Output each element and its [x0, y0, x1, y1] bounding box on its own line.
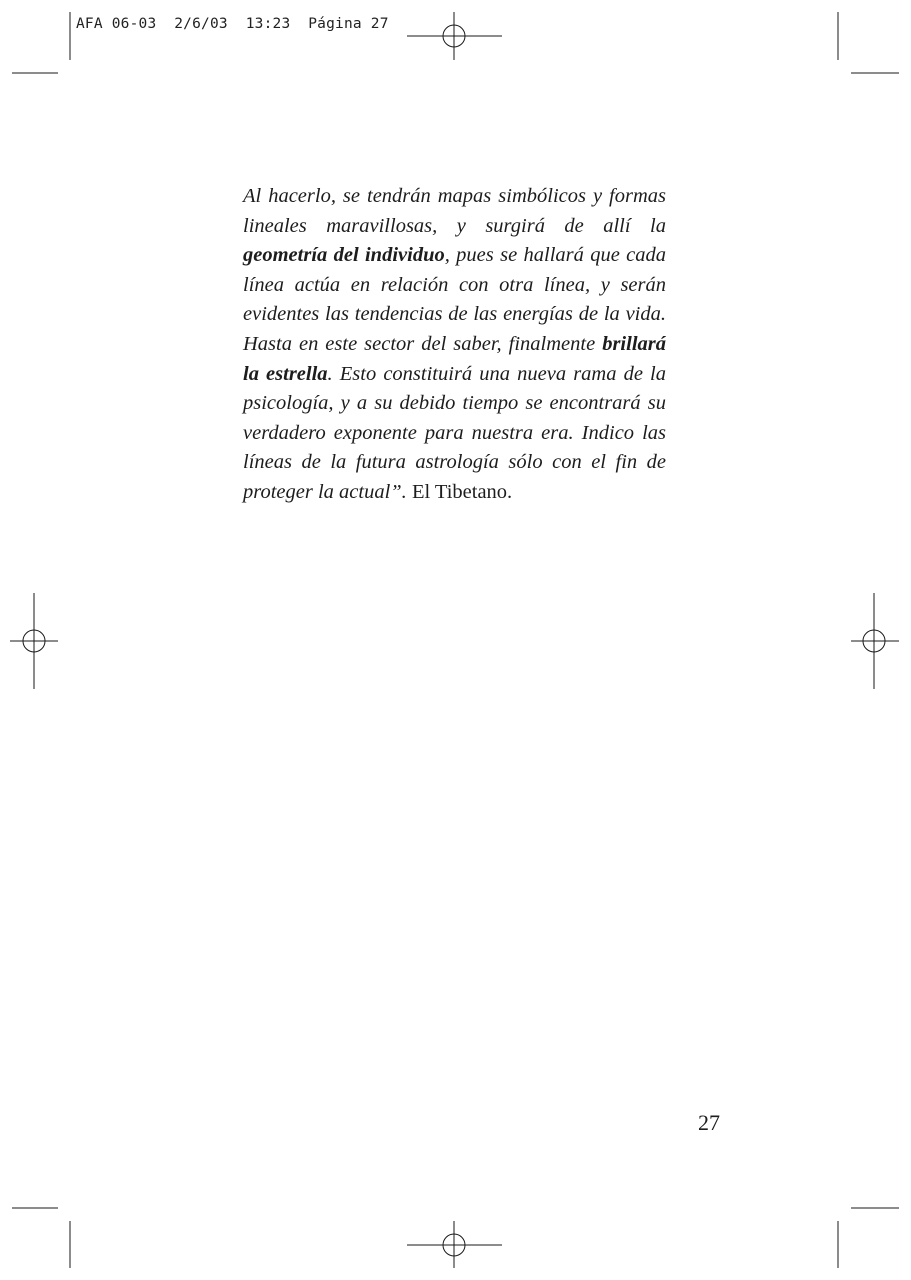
- quote-paragraph: [243, 182, 666, 508]
- attribution: El Tibetano.: [406, 480, 513, 503]
- slug-time: 13:23: [245, 16, 291, 32]
- registration-mark-left: [10, 593, 58, 689]
- registration-mark-bottom: [407, 1221, 502, 1268]
- registration-mark-top: [407, 12, 502, 60]
- quote-text: , pues se hallará que cada línea actúa en relación con otra línea, y serán evidentes las tendencias de las energías de la vida. Hasta en este sector del saber, finalmente: [243, 244, 666, 355]
- emphasis-star: brillará la estrella: [243, 332, 666, 385]
- slug-page-label: Página 27: [308, 16, 389, 32]
- page-number: 27: [698, 1110, 720, 1135]
- quote-text: . Esto constituirá una nueva rama de la psicología, y a su debido tiempo se encontrará su verdadero exponente para nuestra era. Indico las líneas de la futura astrología sólo con el fin de proteger la actual”.: [243, 362, 666, 503]
- registration-mark-right: [851, 593, 899, 689]
- slug-code: AFA 06-03: [76, 16, 157, 32]
- quote-text: Al hacerlo, se tendrán mapas simbólicos y formas lineales maravillosas, y surgirá de allí la: [243, 185, 666, 237]
- emphasis-geometry: geometría del individuo: [243, 244, 445, 267]
- slug-date: 2/6/03: [174, 16, 228, 32]
